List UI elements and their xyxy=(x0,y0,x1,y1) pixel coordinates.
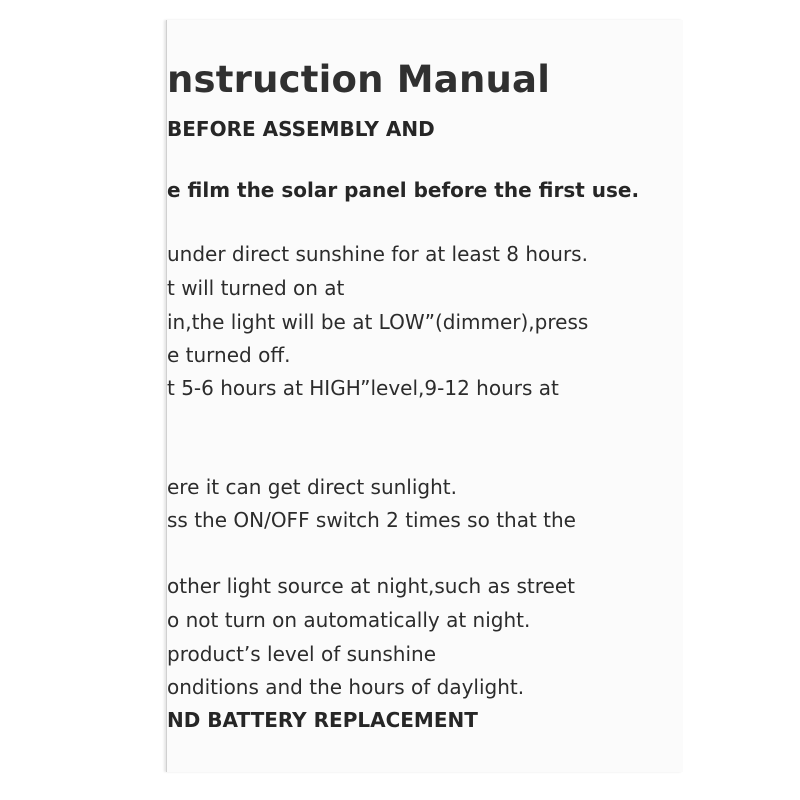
battery-replacement-heading: ND BATTERY REPLACEMENT xyxy=(167,708,478,732)
instruction-line-4: e turned off. xyxy=(167,343,291,367)
instruction-line-11: onditions and the hours of daylight. xyxy=(167,675,525,699)
instruction-line-1: under direct sunshine for at least 8 hours. xyxy=(167,242,588,266)
instruction-line-3: in,the light will be at LOW”(dimmer),press xyxy=(167,310,589,334)
instruction-line-7: ss the ON/OFF switch 2 times so that the xyxy=(167,508,576,532)
instruction-line-2: t will turned on at xyxy=(167,276,345,300)
instruction-line-6: ere it can get direct sunlight. xyxy=(167,475,457,499)
instruction-line-9: o not turn on automatically at night. xyxy=(167,608,531,632)
film-note: e film the solar panel before the first use. xyxy=(167,178,640,202)
instruction-manual-page xyxy=(166,20,683,772)
instruction-line-8: other light source at night,such as street xyxy=(167,574,576,598)
instruction-line-5: t 5-6 hours at HIGH”level,9-12 hours at xyxy=(167,376,559,400)
manual-subtitle: BEFORE ASSEMBLY AND xyxy=(167,117,435,141)
instruction-line-10: product’s level of sunshine xyxy=(167,642,437,666)
manual-title: nstruction Manual xyxy=(167,58,551,101)
